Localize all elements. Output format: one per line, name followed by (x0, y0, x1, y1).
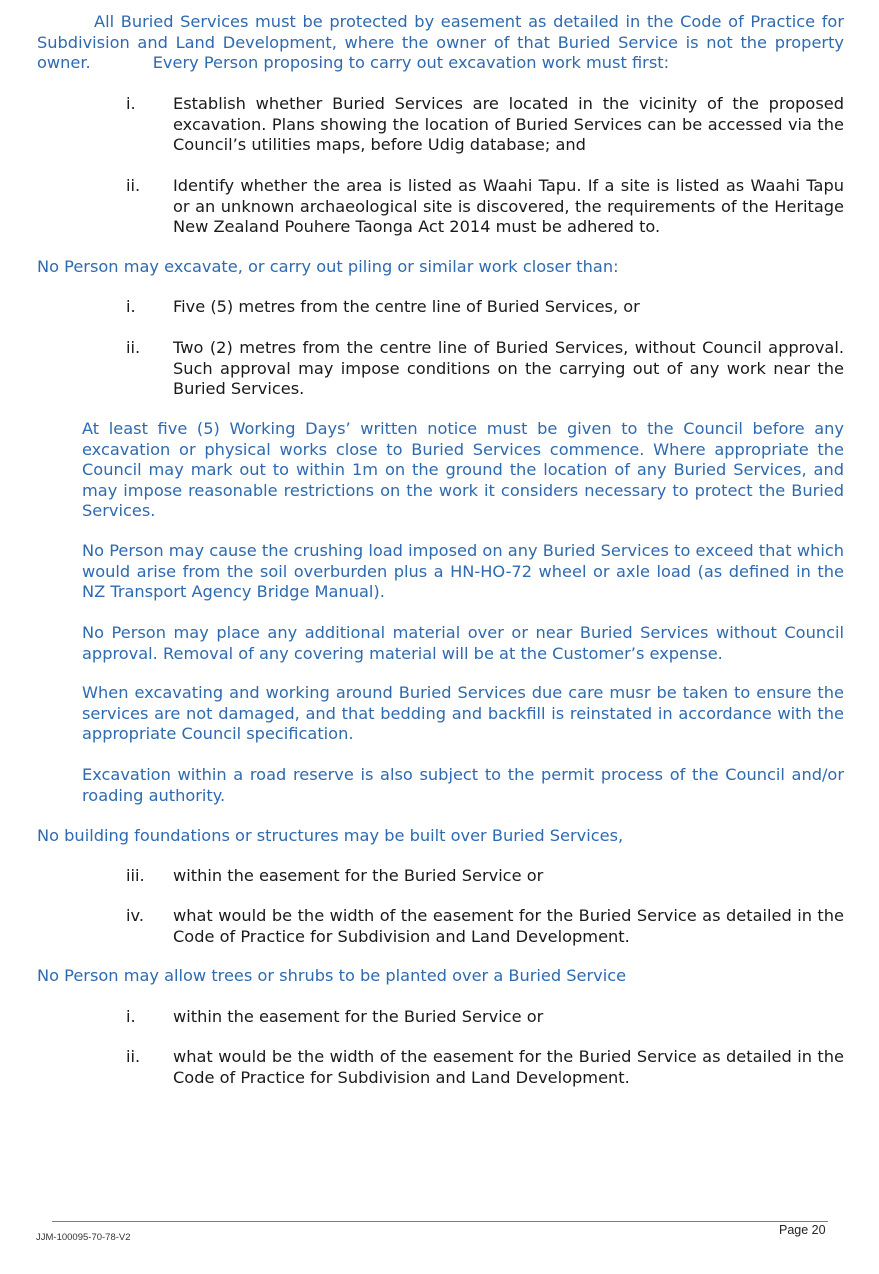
list-item-number: iii. (126, 866, 145, 885)
intro-paragraph (37, 12, 844, 74)
material-paragraph: No Person may place any additional material over or near Buried Services without Council approval. Removal of any covering material will be at the Customer’s expense. (82, 623, 844, 663)
list-item-number: iv. (126, 906, 144, 925)
list-item-number: ii. (126, 176, 141, 195)
list-item (126, 297, 844, 318)
crushing-paragraph: No Person may cause the crushing load imposed on any Buried Services to exceed that which would arise from the soil overburden plus a HN-HO-72 wheel or axle load (as defined in the NZ Transport Agency Bridge Manual). (82, 541, 844, 602)
list-item (126, 338, 844, 400)
excavate-heading: No Person may excavate, or carry out piling or similar work closer than: (37, 257, 619, 276)
road-reserve-paragraph: Excavation within a road reserve is also subject to the permit process of the Council and/or roading authority. (82, 765, 844, 805)
list-item (126, 906, 844, 947)
list-item (126, 1007, 844, 1028)
document-id: JJM-100095-70-78-V2 (36, 1232, 131, 1243)
intro-text-part1: All Buried Services must be protected by easement as detailed in the Code of Practice for Subdivision and Land Development, where the owner of that Buried Service is not the property owner. (37, 12, 844, 73)
list-item-text: within the easement for the Buried Service or (173, 1007, 544, 1026)
trees-heading: No Person may allow trees or shrubs to be planted over a Buried Service (37, 966, 627, 985)
list-item-number: i. (126, 1007, 136, 1026)
list-item-text: Five (5) metres from the centre line of Buried Services, or (173, 297, 640, 316)
foundations-heading: No building foundations or structures may be built over Buried Services, (37, 826, 624, 845)
list-item-number: ii. (126, 1047, 141, 1066)
list-item-number: ii. (126, 338, 141, 357)
list-item-text: Two (2) metres from the centre line of Buried Services, without Council approval. Such approval may impose conditions on the carrying out of any work near the Buried Services. (173, 338, 844, 399)
page-number: Page 20 (779, 1223, 826, 1237)
list-item-text: Establish whether Buried Services are located in the vicinity of the proposed excavation. Plans showing the location of Buried Services can be accessed via the Council’s utilities maps, before Udig database; and (173, 94, 844, 155)
list-item (126, 1047, 844, 1088)
list-item (126, 176, 844, 238)
list-item (126, 866, 844, 887)
list-item-text: Identify whether the area is listed as Waahi Tapu. If a site is listed as Waahi Tapu or an unknown archaeological site is discovered, the requirements of the Heritage New Zealand Pouhere Taonga Act 2014 must be adhered to. (173, 176, 844, 237)
notice-paragraph: At least five (5) Working Days’ written notice must be given to the Council before any excavation or physical works close to Buried Services commence. Where appropriate the Council may mark out to within 1m on the ground the location of any Buried Services, and may impose reasonable restrictions on the work it considers necessary to protect the Buried Services. (82, 419, 844, 521)
footer-divider (52, 1221, 828, 1222)
list-item-text: within the easement for the Buried Service or (173, 866, 544, 885)
list-item-number: i. (126, 94, 136, 113)
intro-text-part2: Every Person proposing to carry out excavation work must first: (152, 53, 670, 73)
list-item-text: what would be the width of the easement for the Buried Service as detailed in the Code of Practice for Subdivision and Land Development. (173, 906, 844, 946)
care-paragraph: When excavating and working around Buried Services due care musr be taken to ensure the services are not damaged, and that bedding and backfill is reinstated in accordance with the appropriate Council specification. (82, 683, 844, 744)
list-item-number: i. (126, 297, 136, 316)
list-item (126, 94, 844, 156)
list-item-text: what would be the width of the easement for the Buried Service as detailed in the Code of Practice for Subdivision and Land Development. (173, 1047, 844, 1087)
